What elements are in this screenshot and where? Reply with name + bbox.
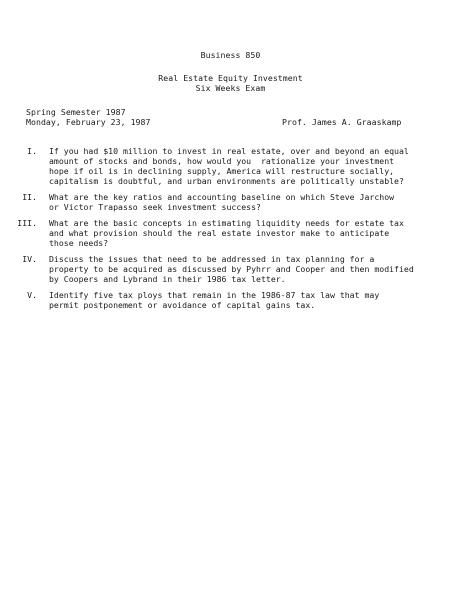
semester: Spring Semester 1987 — [26, 107, 126, 117]
question-number: IV. — [22, 254, 37, 264]
question-text — [49, 146, 449, 186]
question-line: amount of stocks and bonds, how would you rationalize your investment — [49, 156, 395, 166]
question-number: V. — [27, 290, 37, 300]
professor-name: Prof. James A. Graaskamp — [282, 117, 402, 127]
question-number: II. — [22, 192, 37, 202]
exam-title: Six Weeks Exam — [195, 83, 266, 93]
question-number: III. — [17, 218, 37, 228]
question-line: and what provision should the real estate investor make to anticipate — [49, 228, 390, 238]
question-text — [49, 254, 449, 284]
exam-date: Monday, February 23, 1987 — [26, 117, 151, 127]
question-line: If you had $10 million to invest in real estate, over and beyond an equal — [49, 146, 409, 156]
question-line: What are the key ratios and accounting baseline on which Steve Jarchow — [49, 192, 395, 202]
question-line: Identify five tax ploys that remain in the 1986-87 tax law that may — [49, 290, 380, 300]
question-line: property to be acquired as discussed by Pyhrr and Cooper and then modified — [49, 264, 414, 274]
question-line: by Coopers and Lybrand in their 1986 tax letter. — [49, 274, 286, 284]
question-text — [49, 290, 449, 310]
question-line: permit postponement or avoidance of capital gains tax. — [49, 300, 316, 310]
question-text — [49, 218, 449, 248]
question-line: hope if oil is in declining supply, America will restructure socially, — [49, 166, 395, 176]
question-number: I. — [27, 146, 37, 156]
course-title: Real Estate Equity Investment — [158, 73, 303, 83]
question-line: capitalism is doubtful, and urban environments are politically unstable? — [49, 176, 404, 186]
question-line: or Victor Trapasso seek investment success? — [49, 202, 261, 212]
course-number: Business 850 — [200, 50, 261, 60]
question-line: What are the basic concepts in estimating liquidity needs for estate tax — [49, 218, 404, 228]
question-text — [49, 192, 449, 212]
question-line: Discuss the issues that need to be addressed in tax planning for a — [49, 254, 375, 264]
question-line: those needs? — [49, 238, 109, 248]
